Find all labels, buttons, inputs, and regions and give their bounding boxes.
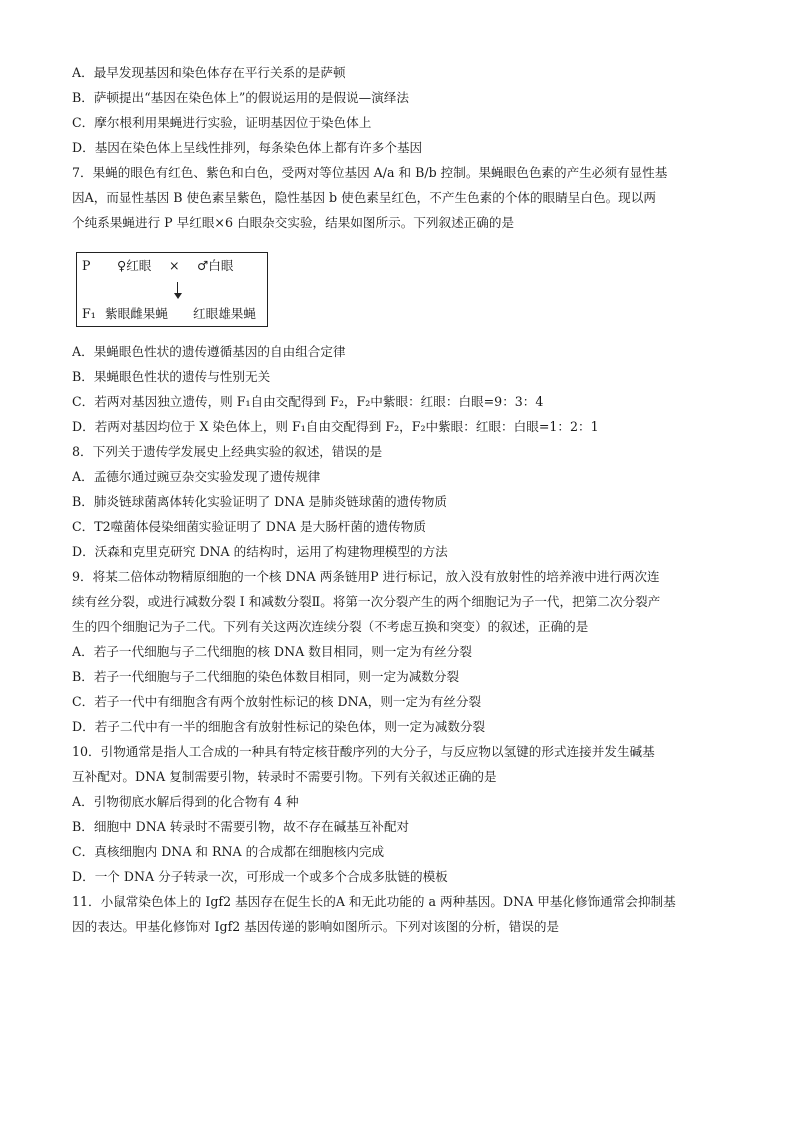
q10-stem-line-1: 10．引物通常是指人工合成的一种具有特定核苷酸序列的大分子，与反应物以氢键的形式连接并发生碱基 [72, 744, 655, 759]
cross-diagram [76, 252, 268, 327]
q6-option-b: B．萨顿提出“基因在染色体上”的假说运用的是假说—演绎法 [72, 90, 409, 105]
q7-stem-line-1: 7．果蝇的眼色有红色、紫色和白色，受两对等位基因 A/a 和 B/b 控制。果蝇眼色色素的产生必须有显性基 [72, 165, 668, 180]
q8-option-b: B．肺炎链球菌离体转化实验证明了 DNA 是肺炎链球菌的遗传物质 [72, 494, 447, 509]
q11-stem-line-1: 11．小鼠常染色体上的 Igf2 基因存在促生长的A 和无此功能的 a 两种基因。DNA 甲基化修饰通常会抑制基 [72, 894, 676, 909]
q6-option-d: D．基因在染色体上呈线性排列，每条染色体上都有许多个基因 [72, 140, 423, 155]
q7-option-b: B．果蝇眼色性状的遗传与性别无关 [72, 369, 271, 384]
q9-option-b: B．若子一代细胞与子二代细胞的染色体数目相同，则一定为减数分裂 [72, 669, 460, 684]
q9-stem-line-1: 9．将某二倍体动物精原细胞的一个核 DNA 两条链用P 进行标记，放入没有放射性的培养液中进行两次连 [72, 569, 660, 584]
q9-stem-line-2: 续有丝分裂，或进行减数分裂 I 和减数分裂Ⅱ。将第一次分裂产生的两个细胞记为子一代，把第二次分裂产 [72, 594, 661, 609]
q10-option-d: D．一个 DNA 分子转录一次，可形成一个或多个合成多肽链的模板 [72, 869, 448, 884]
q7-stem-line-3: 个纯系果蝇进行 P 早红眼×6 白眼杂交实验，结果如图所示。下列叙述正确的是 [72, 215, 515, 230]
q10-option-b: B．细胞中 DNA 转录时不需要引物，故不存在碱基互补配对 [72, 819, 410, 834]
q8-option-d: D．沃森和克里克研究 DNA 的结构时，运用了构建物理模型的方法 [72, 544, 448, 559]
q11-stem-line-2: 因的表达。甲基化修饰对 Igf2 基因传递的影响如图所示。下列对该图的分析，错误的是 [72, 919, 560, 934]
f1-female: 紫眼雌果蝇 [105, 306, 168, 321]
p-male: ♂白眼 [197, 258, 234, 273]
q10-option-a: A．引物彻底水解后得到的化合物有 4 种 [72, 794, 299, 809]
p-female: ♀红眼 [117, 258, 152, 273]
down-arrow-icon [174, 282, 182, 300]
q7-option-c: C．若两对基因独立遗传，则 F₁自由交配得到 F₂，F₂中紫眼：红眼：白眼=9：3：4 [72, 394, 544, 409]
f1-male: 红眼雄果蝇 [193, 306, 256, 321]
q9-stem-line-3: 生的四个细胞记为子二代。下列有关这两次连续分裂（不考虑互换和突变）的叙述，正确的是 [72, 619, 589, 634]
q6-option-c: C．摩尔根利用果蝇进行实验，证明基因位于染色体上 [72, 115, 372, 130]
q10-option-c: C．真核细胞内 DNA 和 RNA 的合成都在细胞核内完成 [72, 844, 385, 859]
q9-option-d: D．若子二代中有一半的细胞含有放射性标记的染色体，则一定为减数分裂 [72, 719, 486, 734]
q6-option-a: A．最早发现基因和染色体存在平行关系的是萨顿 [72, 65, 346, 80]
cross-symbol: × [169, 258, 180, 273]
q8-stem: 8．下列关于遗传学发展史上经典实验的叙述，错误的是 [72, 444, 383, 459]
q9-option-a: A．若子一代细胞与子二代细胞的核 DNA 数目相同，则一定为有丝分裂 [72, 644, 472, 659]
f1-label: F₁ [82, 306, 96, 321]
q7-option-a: A．果蝇眼色性状的遗传遵循基因的自由组合定律 [72, 344, 346, 359]
q7-option-d: D．若两对基因均位于 X 染色体上，则 F₁自由交配得到 F₂，F₂中紫眼：红眼：白眼=1：2：1 [72, 419, 599, 434]
q9-option-c: C．若子一代中有细胞含有两个放射性标记的核 DNA，则一定为有丝分裂 [72, 694, 482, 709]
p-label: P [82, 258, 91, 273]
q7-stem-line-2: 因A，而显性基因 B 使色素呈紫色，隐性基因 b 使色素呈红色，不产生色素的个体的眼睛呈白色。现以两 [72, 190, 656, 205]
q8-option-a: A．孟德尔通过豌豆杂交实验发现了遗传规律 [72, 469, 321, 484]
q10-stem-line-2: 互补配对。DNA 复制需要引物，转录时不需要引物。下列有关叙述正确的是 [72, 769, 497, 784]
q8-option-c: C．T2噬菌体侵染细菌实验证明了 DNA 是大肠杆菌的遗传物质 [72, 519, 426, 534]
